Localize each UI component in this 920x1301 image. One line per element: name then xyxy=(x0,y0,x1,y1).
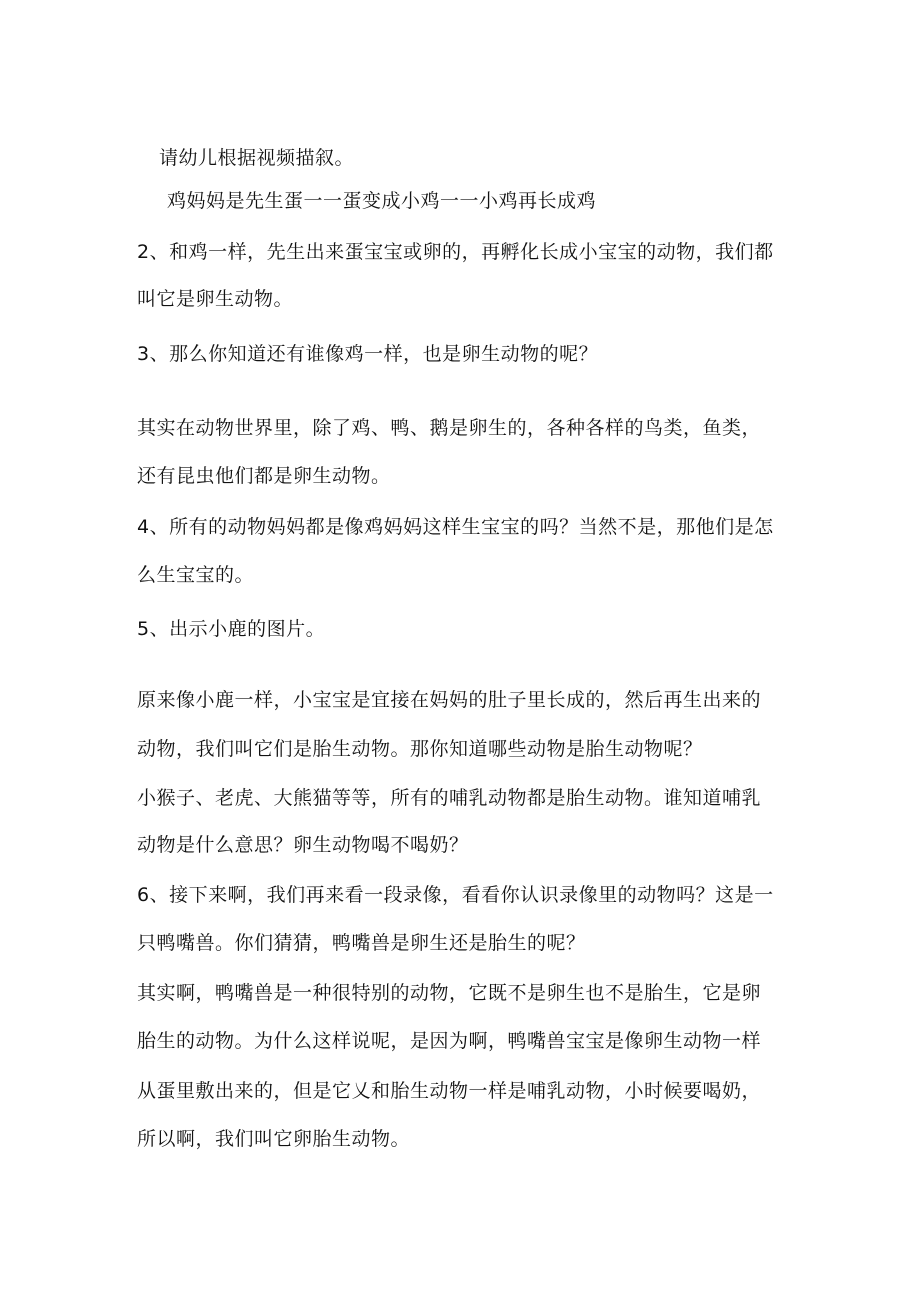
text-line: 叫它是卵生动物。 xyxy=(137,288,294,310)
text-line: 还有昆虫他们都是卵生动物。 xyxy=(137,465,391,487)
text-line: 所以啊，我们叫它卵胎生动物。 xyxy=(137,1128,411,1150)
text-line: 其实在动物世界里，除了鸡、鸭、鹅是卵生的，各种各样的鸟类，鱼类， xyxy=(137,417,762,439)
text-line: 胎生的动物。为什么这样说呢，是因为啊，鸭嘴兽宝宝是像卵生动物一样 xyxy=(137,1030,762,1052)
text-line: 小猴子、老虎、大熊猫等等，所有的哺乳动物都是胎生动物。谁知道哺乳 xyxy=(137,787,762,809)
text-line: 4、所有的动物妈妈都是像鸡妈妈这样生宝宝的吗？当然不是，那他们是怎 xyxy=(137,516,774,538)
text-line: 动物是什么意思？卵生动物喝不喝奶？ xyxy=(137,834,469,856)
text-line: 6、接下来啊，我们再来看一段录像，看看你认识录像里的动物吗？这是一 xyxy=(137,884,774,906)
text-line: 3、那么你知道还有谁像鸡一样，也是卵生动物的呢？ xyxy=(137,343,599,365)
text-line: 只鸭嘴兽。你们猜猜，鸭嘴兽是卵生还是胎生的呢？ xyxy=(137,932,586,954)
text-line: 动物，我们叫它们是胎生动物。那你知道哪些动物是胎生动物呢？ xyxy=(137,738,703,760)
text-line: 鸡妈妈是先生蛋一一蛋变成小鸡一一小鸡再长成鸡 xyxy=(167,190,597,212)
text-line: 请幼儿根据视频描叙。 xyxy=(159,147,355,169)
text-line: 么生宝宝的。 xyxy=(137,564,255,586)
text-line: 原来像小鹿一样，小宝宝是宜接在妈妈的肚子里长成的，然后再生出来的 xyxy=(137,689,762,711)
text-line: 5、出示小鹿的图片。 xyxy=(137,618,326,640)
text-line: 其实啊，鸭嘴兽是一种很特别的动物，它既不是卵生也不是胎生，它是卵 xyxy=(137,982,762,1004)
text-line: 2、和鸡一样，先生出来蛋宝宝或卵的，再孵化长成小宝宝的动物，我们都 xyxy=(137,241,774,263)
text-line: 从蛋里敷出来的，但是它乂和胎生动物一样是哺乳动物，小时候要喝奶， xyxy=(137,1080,762,1102)
